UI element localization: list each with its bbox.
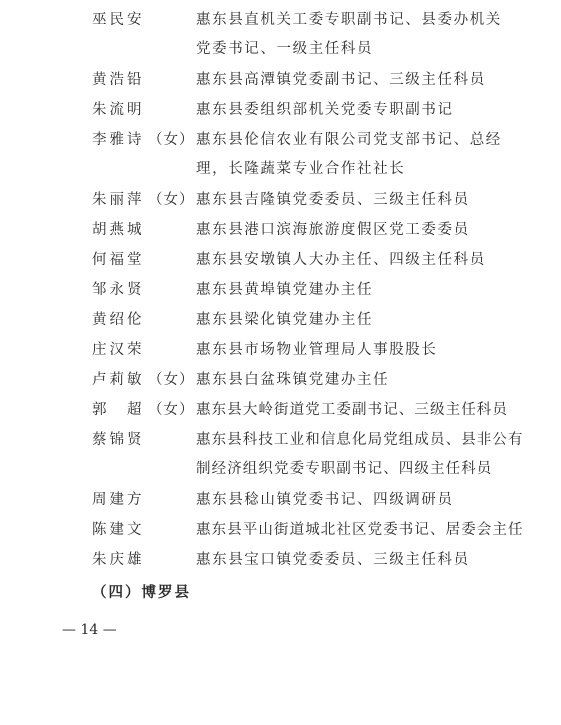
person-position: 惠东县大岭街道党工委副书记、三级主任科员 [196, 402, 508, 418]
person-position: 惠东县港口滨海旅游度假区党工委委员 [196, 222, 470, 238]
section-heading: （四）博罗县 [92, 584, 191, 601]
person-name: 卢莉敏 （女） [92, 372, 195, 388]
person-name: 黄浩铅 [92, 72, 145, 88]
person-name: 胡燕城 [92, 222, 145, 238]
person-position: 惠东县黄埠镇党建办主任 [196, 282, 374, 298]
person-position: 惠东县宝口镇党委委员、三级主任科员 [196, 552, 470, 568]
person-position: 惠东县市场物业管理局人事股股长 [196, 342, 438, 358]
person-name: 朱庆雄 [92, 552, 145, 568]
page-number: — 14 — [62, 622, 117, 638]
person-position: 惠东县高潭镇党委副书记、三级主任科员 [196, 72, 486, 88]
person-position: 惠东县稔山镇党委书记、四级调研员 [196, 492, 454, 508]
person-position: 惠东县白盆珠镇党建办主任 [196, 372, 390, 388]
person-name: 朱丽萍 （女） [92, 192, 195, 208]
person-name: 邹永贤 [92, 282, 145, 298]
person-name: 庄汉荣 [92, 342, 145, 358]
person-name: 李雅诗 （女） [92, 132, 195, 148]
person-name: 朱流明 [92, 102, 145, 118]
person-name: 巫民安 [92, 12, 145, 28]
person-position: 惠东县吉隆镇党委委员、三级主任科员 [196, 192, 470, 208]
person-name: 周建方 [92, 492, 145, 508]
person-name: 何福堂 [92, 252, 145, 268]
person-position: 惠东县委组织部机关党委专职副书记 [196, 102, 454, 118]
person-position: 惠东县科技工业和信息化局党组成员、县非公有 制经济组织党委专职副书记、四级主任科员 [196, 432, 524, 477]
person-name: 蔡锦贤 [92, 432, 145, 448]
person-name: 郭 超 （女） [92, 402, 195, 418]
person-position: 惠东县伦信农业有限公司党支部书记、总经 理，长隆蔬菜专业合作社社长 [196, 132, 502, 177]
person-position: 惠东县平山街道城北社区党委书记、居委会主任 [196, 522, 524, 538]
person-position: 惠东县安墩镇人大办主任、四级主任科员 [196, 252, 486, 268]
person-position: 惠东县梁化镇党建办主任 [196, 312, 374, 328]
person-name: 黄绍伦 [92, 312, 145, 328]
person-position: 惠东县直机关工委专职副书记、县委办机关 党委书记、一级主任科员 [196, 12, 502, 57]
person-name: 陈建文 [92, 522, 145, 538]
